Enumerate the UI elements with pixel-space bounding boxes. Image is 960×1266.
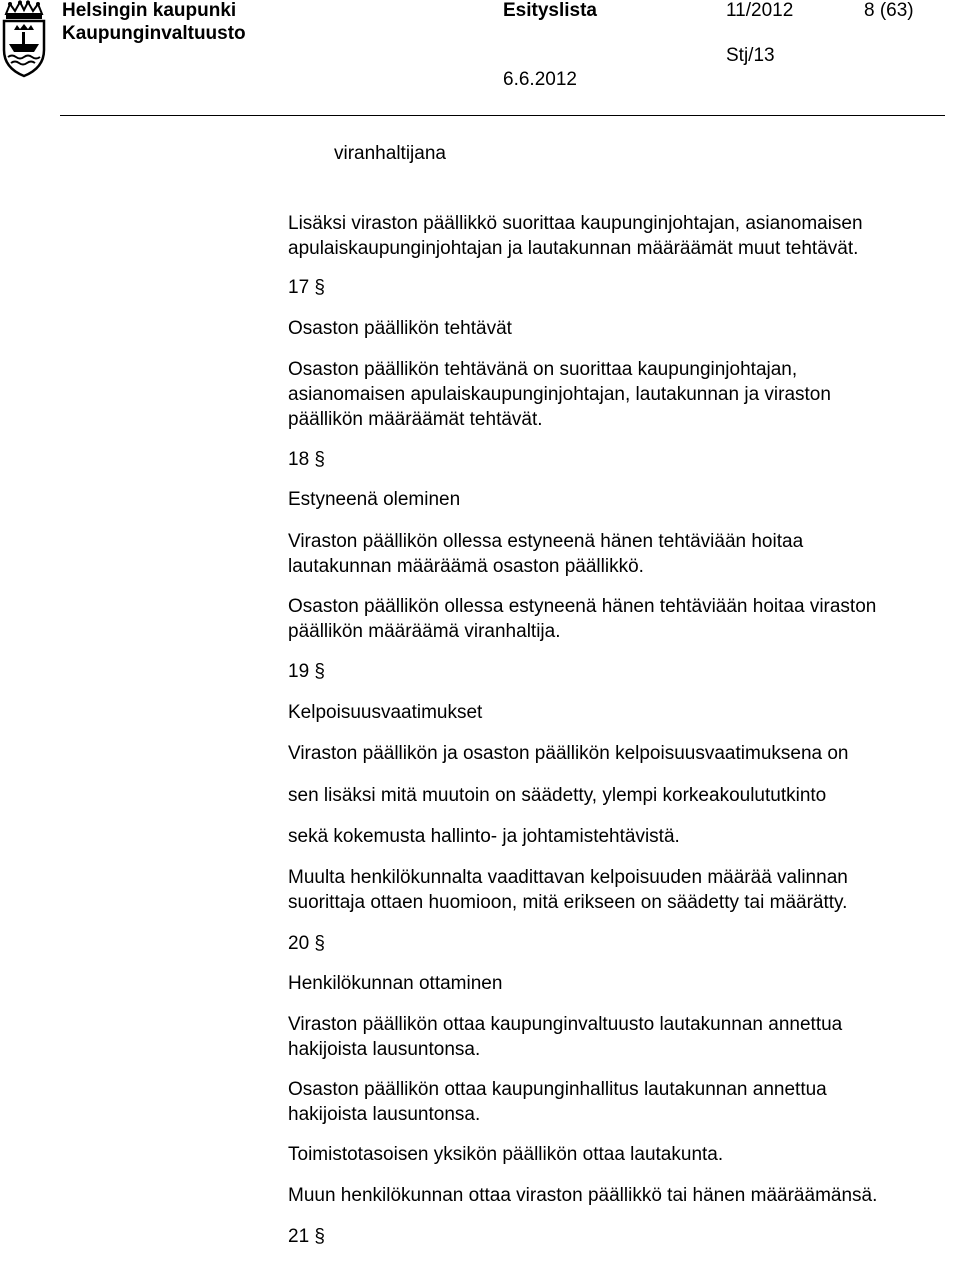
section-sign: § [314,449,325,470]
header-issue: 11/2012 [726,0,794,21]
section-number: 21 [288,1226,310,1247]
section-number: 20 [288,933,310,954]
text-line: Lisäksi viraston päällikkö suorittaa kaupunginjohtajan, asianomaisen [288,213,863,234]
section-20-paragraph-3: Toimistotasoisen yksikön päällikön ottaa lautakunta. [288,1144,724,1165]
section-17-heading [288,275,325,300]
section-number: 19 [288,661,310,682]
text-line: Osaston päällikön tehtävänä on suorittaa kaupunginjohtajan, [288,359,798,380]
section-19-heading [288,659,325,684]
section-sign: § [314,1226,325,1247]
text-line: Viraston päällikön ollessa estyneenä hänen tehtäviään hoitaa [288,531,804,552]
section-20-title: Henkilökunnan ottaminen [288,973,503,994]
section-21-heading [288,1224,325,1249]
section-18-title: Estyneenä oleminen [288,489,461,510]
text-line: päällikön määräämät tehtävät. [288,409,543,430]
section-18-heading [288,447,325,472]
section-sign: § [314,933,325,954]
section-number: 18 [288,449,310,470]
header-page: 8 (63) [864,0,914,21]
section-number: 17 [288,277,310,298]
section-sign: § [314,661,325,682]
section-18-paragraph-2 [288,594,876,644]
text-line: hakijoista lausuntonsa. [288,1039,481,1060]
text-line: Osaston päällikön ottaa kaupunginhallitus lautakunnan annettua [288,1079,827,1100]
section-20-heading [288,931,325,956]
section-18-paragraph-1 [288,529,803,579]
text-viranhaltijana: viranhaltijana [334,143,446,164]
text-line: Muulta henkilökunnalta vaadittavan kelpoisuuden määrää valinnan [288,867,848,888]
text-line: apulaiskaupunginjohtajan ja lautakunnan määräämät muut tehtävät. [288,238,859,259]
header-ref: Stj/13 [726,45,775,66]
text-line: lautakunnan määräämä osaston päällikkö. [288,556,644,577]
section-17-paragraph [288,357,831,432]
section-17-title: Osaston päällikön tehtävät [288,318,512,339]
helsinki-crest-logo [0,0,48,78]
section-20-paragraph-2 [288,1077,827,1127]
text-line: asianomaisen apulaiskaupunginjohtajan, lautakunnan ja viraston [288,384,831,405]
text-line: suorittaja ottaen huomioon, mitä erikseen on säädetty tai määrätty. [288,892,848,913]
text-line: Osaston päällikön ollessa estyneenä hänen tehtäviään hoitaa viraston [288,596,877,617]
section-sign: § [314,277,325,298]
text-line: Viraston päällikön ottaa kaupunginvaltuusto lautakunnan annettua [288,1014,843,1035]
paragraph-lisaksi [288,211,863,261]
text-line: päällikön määräämä viranhaltija. [288,621,561,642]
text-line: hakijoista lausuntonsa. [288,1104,481,1125]
section-19-line-3: sekä kokemusta hallinto- ja johtamistehtävistä. [288,826,680,847]
header-city: Helsingin kaupunki [62,0,237,21]
header-divider [60,115,945,116]
section-19-paragraph-2 [288,865,848,915]
header-council: Kaupunginvaltuusto [62,23,246,44]
section-20-paragraph-4: Muun henkilökunnan ottaa viraston päällikkö tai hänen määräämänsä. [288,1185,878,1206]
section-19-title: Kelpoisuusvaatimukset [288,702,483,723]
section-19-line-2: sen lisäksi mitä muutoin on säädetty, ylempi korkeakoulututkinto [288,785,827,806]
section-20-paragraph-1 [288,1012,842,1062]
header-doc-type: Esityslista [503,0,597,21]
section-19-line-1: Viraston päällikön ja osaston päällikön kelpoisuusvaatimuksena on [288,743,849,764]
header-date: 6.6.2012 [503,69,577,90]
